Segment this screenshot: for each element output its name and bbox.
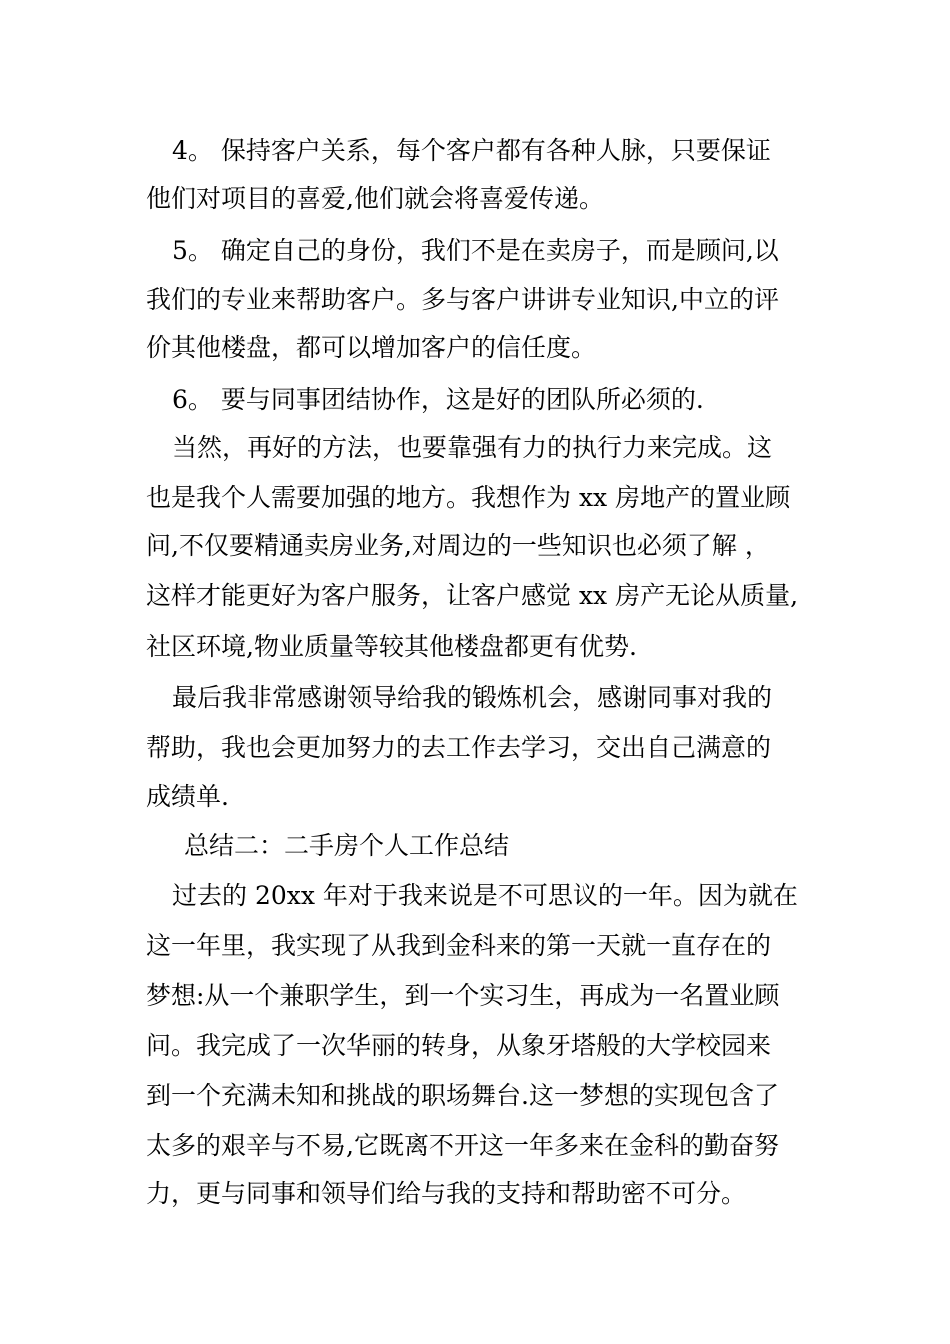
text-line: 6。 要与同事团结协作，这是好的团队所必须的. bbox=[172, 385, 704, 414]
text-line: 当然，再好的方法，也要靠强有力的执行力来完成。这 bbox=[172, 433, 773, 462]
section-heading: 总结二：二手房个人工作总结 bbox=[184, 831, 510, 860]
text-line: 力，更与同事和领导们给与我的支持和帮助密不可分。 bbox=[146, 1179, 747, 1208]
text-line: 成绩单. bbox=[146, 782, 229, 811]
text-line: 这一年里，我实现了从我到金科来的第一天就一直存在的 bbox=[146, 931, 772, 960]
text-line: 问。我完成了一次华丽的转身，从象牙塔般的大学校园来 bbox=[146, 1031, 772, 1060]
text-line: 这样才能更好为客户服务，让客户感觉 xx 房产无论从质量, bbox=[146, 581, 799, 610]
text-line: 过去的 20xx 年对于我来说是不可思议的一年。因为就在 bbox=[172, 881, 798, 910]
text-line: 4。 保持客户关系，每个客户都有各种人脉，只要保证 bbox=[172, 136, 771, 165]
text-line: 帮助，我也会更加努力的去工作去学习，交出自己满意的 bbox=[146, 733, 772, 762]
text-line: 他们对项目的喜爱,他们就会将喜爱传递。 bbox=[146, 184, 604, 213]
text-line: 梦想:从一个兼职学生，到一个实习生，再成为一名置业顾 bbox=[146, 981, 780, 1010]
text-line: 我们的专业来帮助客户。多与客户讲讲专业知识,中立的评 bbox=[146, 285, 779, 314]
text-line: 价其他楼盘，都可以增加客户的信任度。 bbox=[146, 333, 597, 362]
text-line: 也是我个人需要加强的地方。我想作为 xx 房地产的置业顾 bbox=[146, 483, 791, 512]
text-line: 问,不仅要精通卖房业务,对周边的一些知识也必须了解 ， bbox=[146, 531, 770, 560]
text-line: 到一个充满未知和挑战的职场舞台.这一梦想的实现包含了 bbox=[146, 1081, 779, 1110]
text-line: 社区环境,物业质量等较其他楼盘都更有优势. bbox=[146, 632, 637, 661]
text-line: 太多的艰辛与不易,它既离不开这一年多来在金科的勤奋努 bbox=[146, 1131, 779, 1160]
text-line: 5。 确定自己的身份，我们不是在卖房子，而是顾问,以 bbox=[172, 236, 779, 265]
text-line: 最后我非常感谢领导给我的锻炼机会，感谢同事对我的 bbox=[172, 683, 773, 712]
